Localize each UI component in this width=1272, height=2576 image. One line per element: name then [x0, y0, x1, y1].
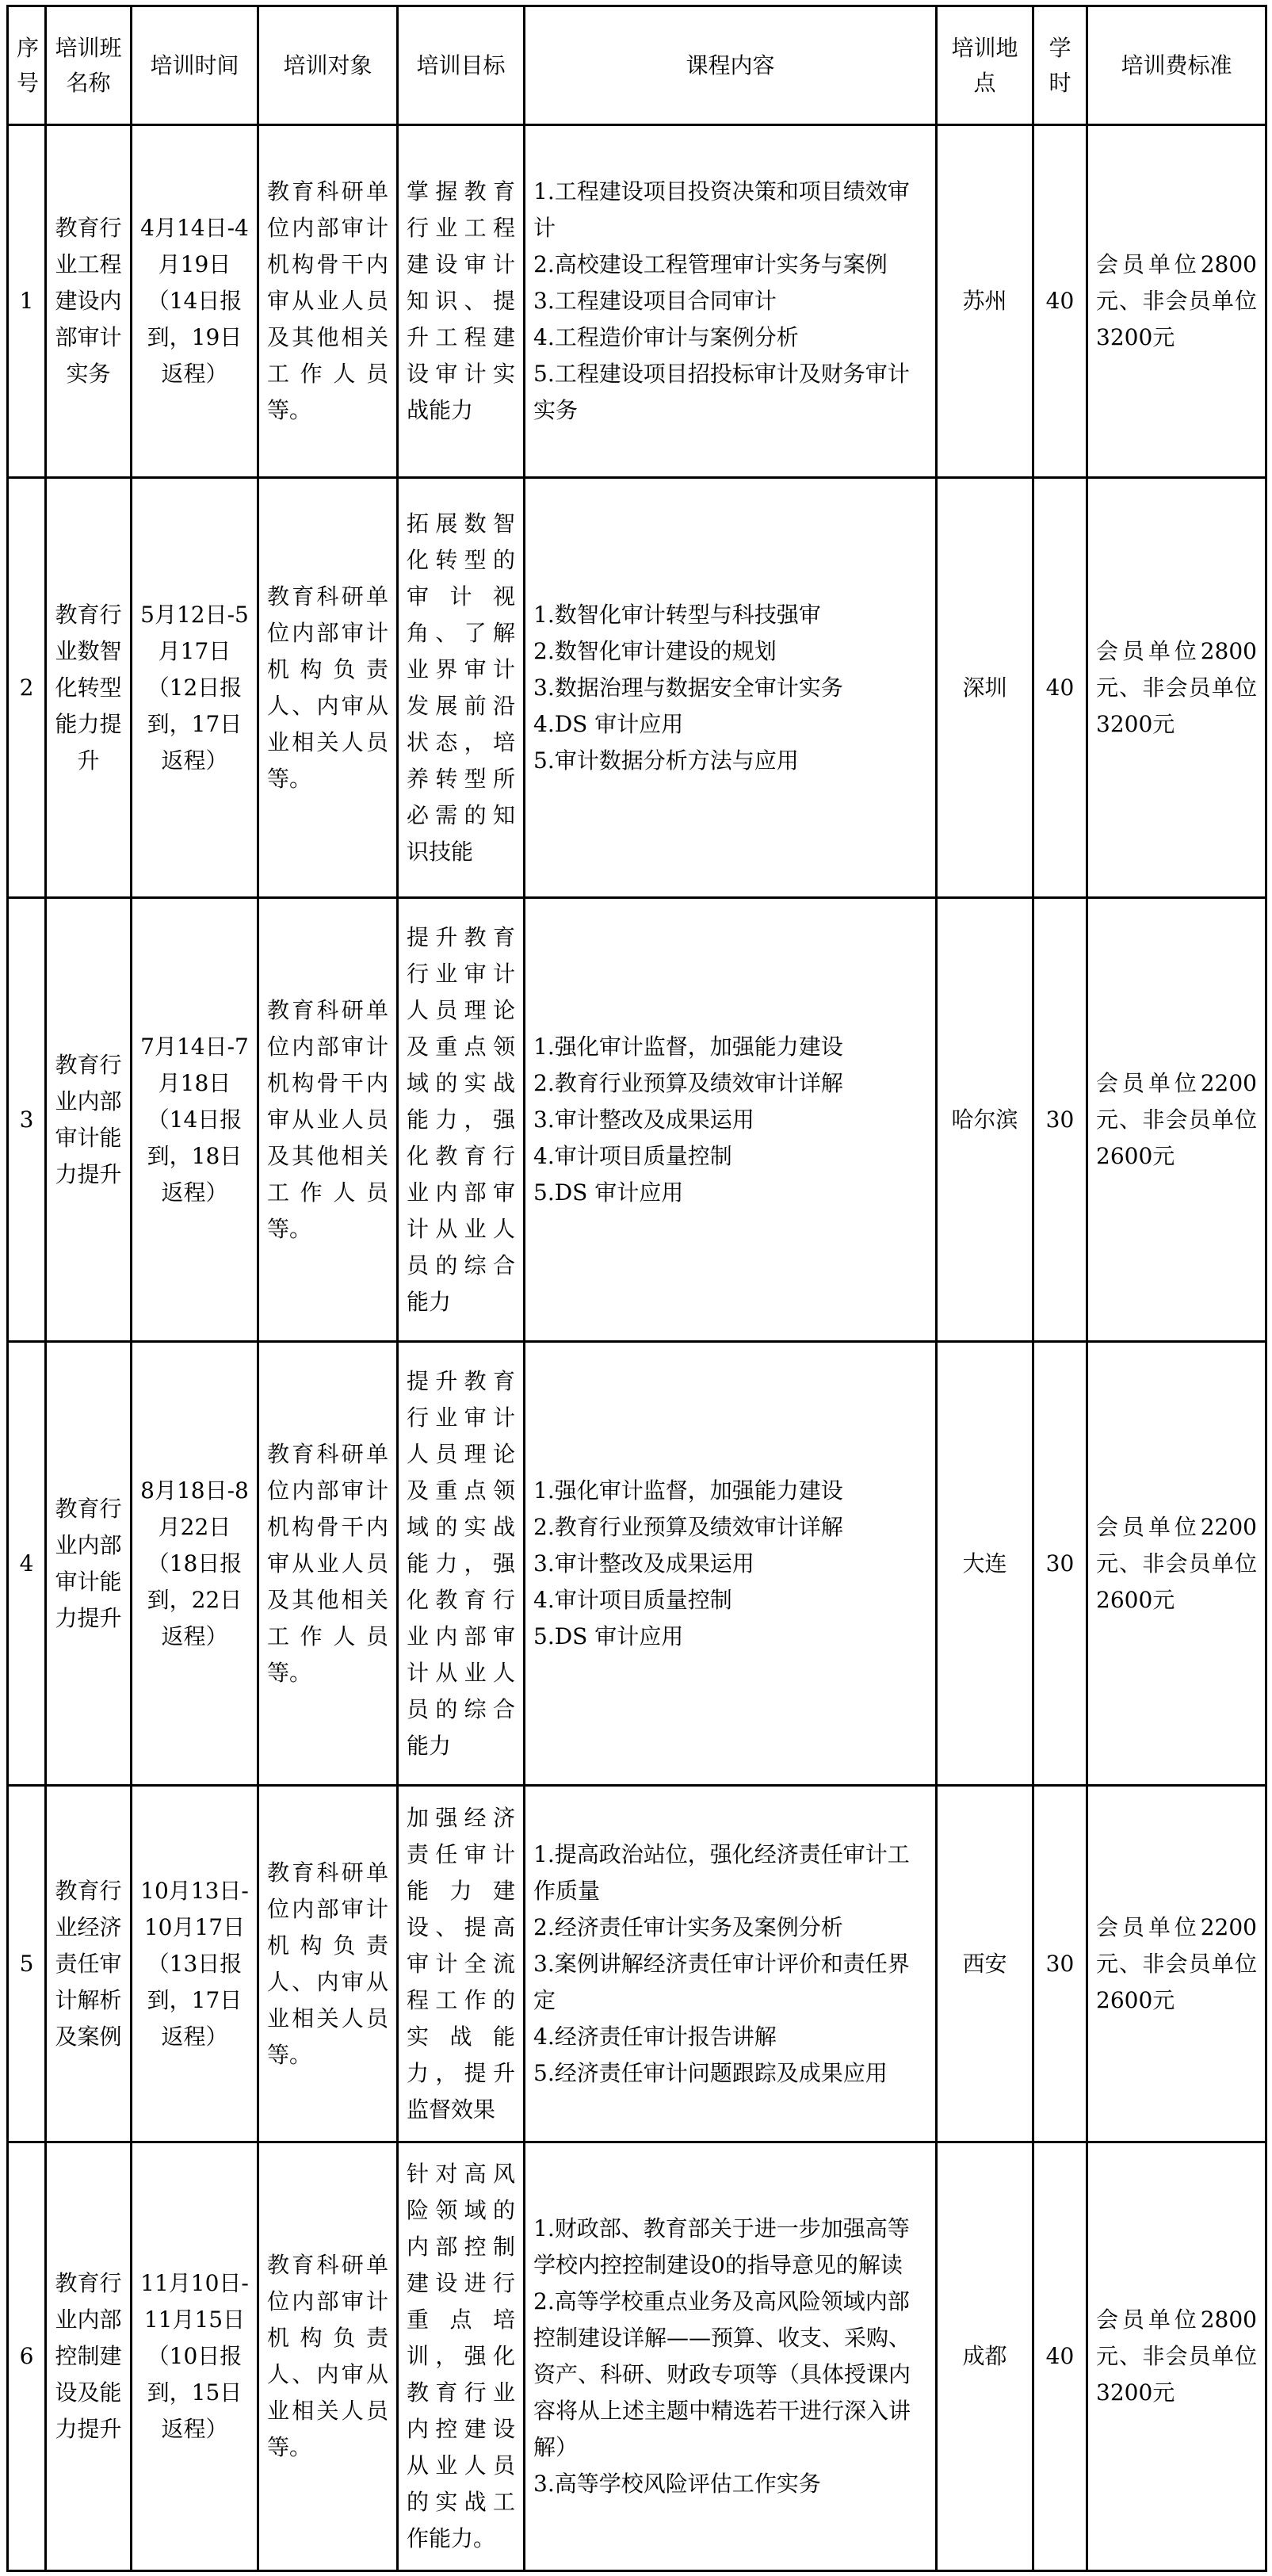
- row-index: 5: [8, 1786, 46, 2142]
- content-item: 5.经济责任审计问题跟踪及成果应用: [533, 2059, 888, 2086]
- hours: 40: [1033, 2142, 1087, 2571]
- content-item: 4.经济责任审计报告讲解: [533, 2023, 777, 2050]
- participants: 教育科研单位内部审计机构负责人、内审从业相关人员等。: [258, 478, 398, 898]
- content-item: 5.DS 审计应用: [533, 1179, 684, 1206]
- participants: 教育科研单位内部审计机构骨干内审从业人员及其他相关工作人员等。: [258, 125, 398, 478]
- course-name: 教育行业内部控制建设及能力提升: [46, 2142, 132, 2571]
- content-item: 2.经济责任审计实务及案例分析: [533, 1913, 843, 1940]
- content-item: 3.审计整改及成果运用: [533, 1550, 754, 1577]
- course-content: [525, 1342, 937, 1786]
- participants: 教育科研单位内部审计机构骨干内审从业人员及其他相关工作人员等。: [258, 1342, 398, 1786]
- content-item: 4.审计项目质量控制: [533, 1142, 732, 1169]
- participants: 教育科研单位内部审计机构骨干内审从业人员及其他相关工作人员等。: [258, 898, 398, 1342]
- table-row: [8, 125, 1266, 478]
- content-item: 3.审计整改及成果运用: [533, 1106, 754, 1133]
- hours: 40: [1033, 478, 1087, 898]
- table-row: [8, 2142, 1266, 2571]
- objective: 拓展数智化转型的审计视角、了解业界审计发展前沿状态，培养转型所必需的知识技能: [398, 478, 525, 898]
- header-course-content: 课程内容: [525, 6, 937, 125]
- objective: 加强经济责任审计能力建设、提高审计全流程工作的实战能力，提升监督效果: [398, 1786, 525, 2142]
- fee: 会员单位2800元、非会员单位3200元: [1087, 2142, 1266, 2571]
- objective: 针对高风险领域的内部控制建设进行重点培训，强化教育行业内控建设从业人员的实战工作能力。: [398, 2142, 525, 2571]
- training-time: 8月18日-8月22日（18日报到，22日返程）: [132, 1342, 258, 1786]
- hours: 40: [1033, 125, 1087, 478]
- header-fee: 培训费标准: [1087, 6, 1266, 125]
- content-item: 5.工程建设项目招投标审计及财务审计实务: [533, 361, 910, 423]
- objective: 提升教育行业审计人员理论及重点领域的实战能力，强化教育行业内部审计从业人员的综合能力: [398, 1342, 525, 1786]
- header-index: 序号: [8, 6, 46, 125]
- fee: 会员单位2200元、非会员单位2600元: [1087, 1786, 1266, 2142]
- course-name: 教育行业数智化转型能力提升: [46, 478, 132, 898]
- row-index: 6: [8, 2142, 46, 2571]
- table-row: [8, 478, 1266, 898]
- header-course-name: 培训班名称: [46, 6, 132, 125]
- content-item: 2.教育行业预算及绩效审计详解: [533, 1513, 843, 1540]
- training-time: 11月10日-11月15日（10日报到，15日返程）: [132, 2142, 258, 2571]
- content-item: 4.审计项目质量控制: [533, 1586, 732, 1613]
- hours: 30: [1033, 1786, 1087, 2142]
- row-index: 1: [8, 125, 46, 478]
- course-content: [525, 125, 937, 478]
- content-item: 5.审计数据分析方法与应用: [533, 747, 799, 774]
- training-schedule-table: [6, 5, 1267, 2572]
- training-time: 4月14日-4月19日（14日报到，19日返程）: [132, 125, 258, 478]
- content-item: 1.财政部、教育部关于进一步加强高等学校内控控制建设0的指导意见的解读: [533, 2215, 910, 2278]
- course-name: 教育行业工程建设内部审计实务: [46, 125, 132, 478]
- training-time: 7月14日-7月18日（14日报到，18日返程）: [132, 898, 258, 1342]
- content-item: 5.DS 审计应用: [533, 1622, 684, 1649]
- location: 成都: [937, 2142, 1033, 2571]
- course-name: 教育行业内部审计能力提升: [46, 1342, 132, 1786]
- content-item: 1.数智化审计转型与科技强审: [533, 601, 821, 628]
- row-index: 3: [8, 898, 46, 1342]
- fee: 会员单位2200元、非会员单位2600元: [1087, 1342, 1266, 1786]
- course-content: [525, 898, 937, 1342]
- content-item: 1.工程建设项目投资决策和项目绩效审计: [533, 178, 910, 241]
- participants: 教育科研单位内部审计机构负责人、内审从业相关人员等。: [258, 1786, 398, 2142]
- content-item: 1.强化审计监督，加强能力建设: [533, 1033, 843, 1060]
- participants: 教育科研单位内部审计机构负责人、内审从业相关人员等。: [258, 2142, 398, 2571]
- content-item: 3.数据治理与数据安全审计实务: [533, 674, 843, 701]
- content-item: 2.高等学校重点业务及高风险领域内部控制建设详解——预算、收支、采购、资产、科研、财政专项等（具体授课内容将从上述主题中精选若干进行深入讲解）: [533, 2288, 911, 2460]
- course-content: [525, 2142, 937, 2571]
- content-item: 4.DS 审计应用: [533, 710, 684, 737]
- hours: 30: [1033, 898, 1087, 1342]
- row-index: 4: [8, 1342, 46, 1786]
- content-item: 2.教育行业预算及绩效审计详解: [533, 1069, 843, 1096]
- content-item: 1.强化审计监督，加强能力建设: [533, 1477, 843, 1504]
- objective: 提升教育行业审计人员理论及重点领域的实战能力，强化教育行业内部审计从业人员的综合能力: [398, 898, 525, 1342]
- content-item: 2.高校建设工程管理审计实务与案例: [533, 251, 888, 277]
- fee: 会员单位2800元、非会员单位3200元: [1087, 478, 1266, 898]
- course-content: [525, 1786, 937, 2142]
- header-location: 培训地点: [937, 6, 1033, 125]
- training-time: 5月12日-5月17日（12日报到，17日返程）: [132, 478, 258, 898]
- row-index: 2: [8, 478, 46, 898]
- content-item: 1.提高政治站位，强化经济责任审计工作质量: [533, 1840, 910, 1904]
- table-row: [8, 898, 1266, 1342]
- header-hours: 学时: [1033, 6, 1087, 125]
- location: 西安: [937, 1786, 1033, 2142]
- content-item: 3.案例讲解经济责任审计评价和责任界定: [533, 1950, 910, 2013]
- hours: 30: [1033, 1342, 1087, 1786]
- fee: 会员单位2200元、非会员单位2600元: [1087, 898, 1266, 1342]
- header-training-time: 培训时间: [132, 6, 258, 125]
- course-name: 教育行业经济责任审计解析及案例: [46, 1786, 132, 2142]
- table-row: [8, 1342, 1266, 1786]
- location: 苏州: [937, 125, 1033, 478]
- header-objective: 培训目标: [398, 6, 525, 125]
- location: 哈尔滨: [937, 898, 1033, 1342]
- training-time: 10月13日-10月17日（13日报到，17日返程）: [132, 1786, 258, 2142]
- objective: 掌握教育行业工程建设审计知识、提升工程建设审计实战能力: [398, 125, 525, 478]
- header-row: [8, 6, 1266, 125]
- content-item: 3.高等学校风险评估工作实务: [533, 2471, 821, 2497]
- fee: 会员单位2800元、非会员单位3200元: [1087, 125, 1266, 478]
- location: 深圳: [937, 478, 1033, 898]
- course-content: [525, 478, 937, 898]
- course-name: 教育行业内部审计能力提升: [46, 898, 132, 1342]
- content-item: 2.数智化审计建设的规划: [533, 637, 777, 664]
- content-item: 4.工程造价审计与案例分析: [533, 324, 799, 350]
- location: 大连: [937, 1342, 1033, 1786]
- table-row: [8, 1786, 1266, 2142]
- header-participants: 培训对象: [258, 6, 398, 125]
- content-item: 3.工程建设项目合同审计: [533, 288, 777, 314]
